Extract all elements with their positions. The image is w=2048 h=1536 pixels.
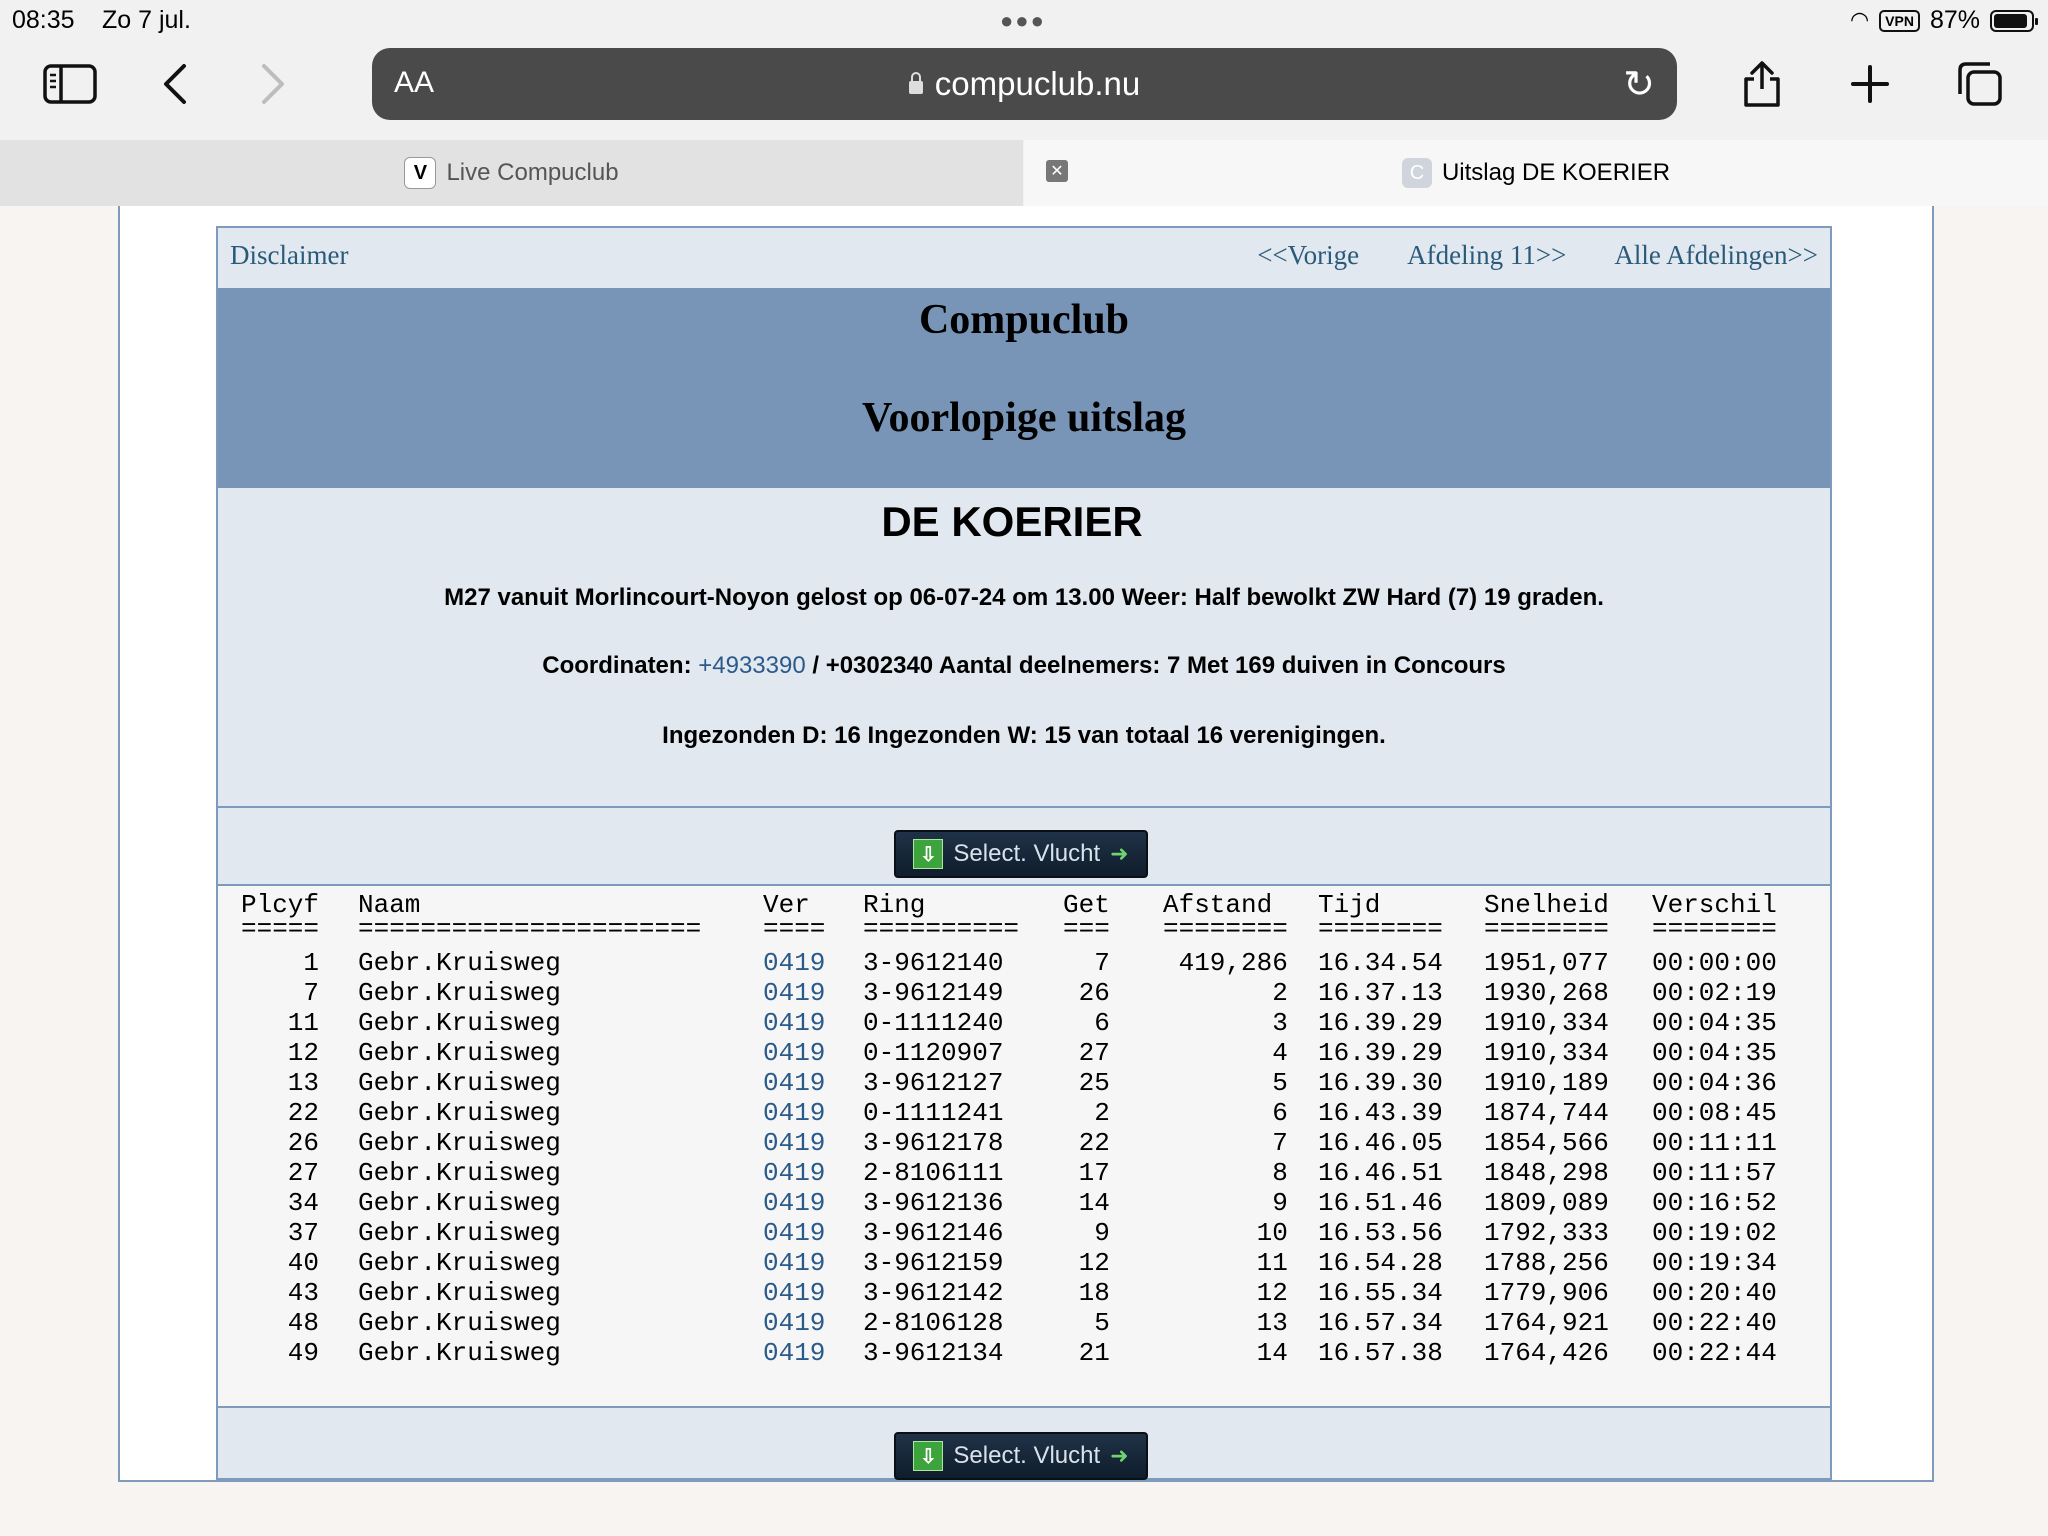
tab-bar bbox=[0, 140, 2048, 207]
cell-plcyf: 34 bbox=[287, 1188, 319, 1218]
url-display[interactable] bbox=[372, 65, 1677, 103]
cell-get: 26 bbox=[1078, 978, 1110, 1008]
header-ver: Ver bbox=[763, 890, 810, 920]
cell-verschil: 00:04:36 bbox=[1651, 1068, 1777, 1098]
cell-naam: Gebr.Kruisweg bbox=[358, 978, 561, 1008]
tab-live-compuclub[interactable] bbox=[0, 140, 1023, 206]
cell-ver[interactable]: 0419 bbox=[763, 1098, 826, 1128]
separator-verschil: ======== bbox=[1652, 914, 1777, 944]
table-row bbox=[218, 948, 1830, 978]
cell-ver[interactable]: 0419 bbox=[763, 1218, 826, 1248]
coordinates-info bbox=[218, 652, 1830, 680]
web-page bbox=[0, 206, 2048, 1536]
coord-rest: / +0302340 Aantal deelnemers: 7 Met 169 duiven in Concours bbox=[805, 652, 1506, 679]
cell-naam: Gebr.Kruisweg bbox=[358, 1128, 561, 1158]
table-row bbox=[218, 1038, 1830, 1068]
cell-ver[interactable]: 0419 bbox=[763, 1068, 826, 1098]
cell-tijd: 16.43.39 bbox=[1317, 1098, 1443, 1128]
cell-ring: 3-9612140 bbox=[863, 948, 1004, 978]
previous-link[interactable]: <<Vorige bbox=[1257, 240, 1360, 270]
club-name: DE KOERIER bbox=[881, 498, 1143, 545]
cell-afstand: 7 bbox=[1272, 1128, 1288, 1158]
table-row bbox=[218, 1308, 1830, 1338]
disclaimer-link[interactable]: Disclaimer bbox=[230, 240, 349, 270]
cell-naam: Gebr.Kruisweg bbox=[358, 1068, 561, 1098]
cell-get: 14 bbox=[1078, 1188, 1110, 1218]
cell-verschil: 00:04:35 bbox=[1651, 1038, 1777, 1068]
arrow-right-icon: ➜ bbox=[1110, 841, 1129, 866]
cell-ver[interactable]: 0419 bbox=[763, 1008, 826, 1038]
table-separator bbox=[218, 914, 1830, 944]
cell-snelheid: 1848,298 bbox=[1483, 1158, 1609, 1188]
table-row bbox=[218, 1008, 1830, 1038]
results-container bbox=[216, 226, 1832, 1480]
separator-afstand: ======== bbox=[1163, 914, 1288, 944]
wifi-icon: ◠ bbox=[1849, 8, 1870, 33]
cell-ver[interactable]: 0419 bbox=[763, 1278, 826, 1308]
cell-snelheid: 1779,906 bbox=[1483, 1278, 1609, 1308]
cell-afstand: 13 bbox=[1256, 1308, 1288, 1338]
cell-tijd: 16.34.54 bbox=[1317, 948, 1443, 978]
cell-plcyf: 43 bbox=[287, 1278, 319, 1308]
all-departments-link[interactable]: Alle Afdelingen>> bbox=[1614, 240, 1818, 270]
cell-plcyf: 22 bbox=[287, 1098, 319, 1128]
separator-get: === bbox=[1063, 914, 1110, 944]
battery-icon bbox=[1990, 10, 2034, 32]
cell-snelheid: 1874,744 bbox=[1483, 1098, 1609, 1128]
separator-ring: ========== bbox=[863, 914, 1020, 944]
cell-tijd: 16.46.51 bbox=[1317, 1158, 1443, 1188]
cell-verschil: 00:19:02 bbox=[1651, 1218, 1777, 1248]
header-naam: Naam bbox=[358, 890, 421, 920]
cell-afstand: 11 bbox=[1256, 1248, 1288, 1278]
cell-ring: 3-9612146 bbox=[863, 1218, 1004, 1248]
cell-ring: 0-1120907 bbox=[863, 1038, 1004, 1068]
cell-tijd: 16.51.46 bbox=[1317, 1188, 1443, 1218]
cell-verschil: 00:22:40 bbox=[1651, 1308, 1777, 1338]
header-tijd: Tijd bbox=[1318, 890, 1381, 920]
page-subtitle: Voorlopige uitslag bbox=[862, 395, 1186, 441]
cell-ver[interactable]: 0419 bbox=[763, 978, 826, 1008]
cell-verschil: 00:11:11 bbox=[1651, 1128, 1777, 1158]
cell-get: 27 bbox=[1078, 1038, 1110, 1068]
cell-ver[interactable]: 0419 bbox=[763, 1038, 826, 1068]
cell-naam: Gebr.Kruisweg bbox=[358, 1308, 561, 1338]
reader-options-button[interactable]: AA bbox=[394, 66, 435, 99]
cell-afstand: 10 bbox=[1256, 1218, 1288, 1248]
separator-ver: ==== bbox=[763, 914, 826, 944]
back-icon[interactable] bbox=[145, 54, 205, 114]
table-row bbox=[218, 1158, 1830, 1188]
arrow-right-icon: ➜ bbox=[1110, 1443, 1129, 1468]
cell-get: 6 bbox=[1094, 1008, 1110, 1038]
cell-verschil: 00:02:19 bbox=[1651, 978, 1777, 1008]
header-ring: Ring bbox=[863, 890, 926, 920]
cell-ring: 0-1111241 bbox=[863, 1098, 1004, 1128]
url-text: compuclub.nu bbox=[934, 65, 1141, 102]
address-bar[interactable] bbox=[372, 48, 1677, 120]
separator-snelheid: ======== bbox=[1484, 914, 1609, 944]
cell-naam: Gebr.Kruisweg bbox=[358, 1248, 561, 1278]
cell-afstand: 6 bbox=[1272, 1098, 1288, 1128]
cell-snelheid: 1854,566 bbox=[1483, 1128, 1609, 1158]
cell-afstand: 12 bbox=[1256, 1278, 1288, 1308]
tab-title: Uitslag DE KOERIER bbox=[1441, 159, 1671, 186]
submission-info: Ingezonden D: 16 Ingezonden W: 15 van totaal 16 verenigingen. bbox=[662, 722, 1386, 749]
reload-icon[interactable]: ↻ bbox=[1623, 62, 1655, 106]
cell-ver[interactable]: 0419 bbox=[763, 1158, 826, 1188]
cell-tijd: 16.57.38 bbox=[1317, 1338, 1443, 1368]
afdeling-link[interactable]: Afdeling 11>> bbox=[1407, 240, 1567, 270]
cell-get: 2 bbox=[1094, 1098, 1110, 1128]
table-row bbox=[218, 1278, 1830, 1308]
cell-verschil: 00:11:57 bbox=[1651, 1158, 1777, 1188]
cell-snelheid: 1930,268 bbox=[1483, 978, 1609, 1008]
cell-naam: Gebr.Kruisweg bbox=[358, 948, 561, 978]
coordinates-link[interactable]: +4933390 bbox=[698, 652, 806, 679]
cell-tijd: 16.54.28 bbox=[1317, 1248, 1443, 1278]
cell-ring: 2-8106111 bbox=[863, 1158, 1004, 1188]
cell-get: 25 bbox=[1078, 1068, 1110, 1098]
cell-ver[interactable]: 0419 bbox=[763, 1338, 826, 1368]
cell-get: 21 bbox=[1078, 1338, 1110, 1368]
cell-ring: 3-9612136 bbox=[863, 1188, 1004, 1218]
cell-plcyf: 11 bbox=[287, 1008, 319, 1038]
cell-tijd: 16.39.29 bbox=[1317, 1008, 1443, 1038]
header-snelheid: Snelheid bbox=[1484, 890, 1609, 920]
cell-naam: Gebr.Kruisweg bbox=[358, 1218, 561, 1248]
sidebar-toggle-icon[interactable] bbox=[40, 54, 100, 114]
tab-uitslag[interactable] bbox=[1024, 140, 2048, 206]
status-date: Zo 7 jul. bbox=[102, 6, 191, 34]
select-flight-button-bottom[interactable] bbox=[894, 1432, 1148, 1480]
cell-snelheid: 1788,256 bbox=[1483, 1248, 1609, 1278]
cell-snelheid: 1764,921 bbox=[1483, 1308, 1609, 1338]
download-icon: ⇩ bbox=[913, 1441, 943, 1471]
cell-naam: Gebr.Kruisweg bbox=[358, 1158, 561, 1188]
cell-naam: Gebr.Kruisweg bbox=[358, 1038, 561, 1068]
cell-verschil: 00:00:00 bbox=[1651, 948, 1777, 978]
battery-percent: 87% bbox=[1929, 6, 1980, 34]
cell-verschil: 00:22:44 bbox=[1651, 1338, 1777, 1368]
browser-toolbar bbox=[0, 40, 2048, 140]
nav-links bbox=[1257, 240, 1818, 271]
multitask-dots-icon[interactable]: ●●● bbox=[1000, 8, 1046, 33]
cell-ring: 3-9612159 bbox=[863, 1248, 1004, 1278]
cell-afstand: 8 bbox=[1272, 1158, 1288, 1188]
cell-tijd: 16.39.30 bbox=[1317, 1068, 1443, 1098]
cell-snelheid: 1910,189 bbox=[1483, 1068, 1609, 1098]
cell-plcyf: 7 bbox=[303, 978, 319, 1008]
cell-tijd: 16.55.34 bbox=[1317, 1278, 1443, 1308]
cell-plcyf: 12 bbox=[287, 1038, 319, 1068]
favicon-icon: C bbox=[1402, 158, 1432, 188]
table-row bbox=[218, 1218, 1830, 1248]
new-tab-icon[interactable] bbox=[1840, 54, 1900, 114]
table-row bbox=[218, 1098, 1830, 1128]
separator-naam: ====================== bbox=[358, 914, 702, 944]
table-row bbox=[218, 1128, 1830, 1158]
cell-verschil: 00:08:45 bbox=[1651, 1098, 1777, 1128]
select-flight-label: Select. Vlucht bbox=[953, 840, 1101, 867]
cell-verschil: 00:19:34 bbox=[1651, 1248, 1777, 1278]
lock-icon bbox=[909, 81, 923, 94]
cell-get: 17 bbox=[1078, 1158, 1110, 1188]
cell-get: 5 bbox=[1094, 1308, 1110, 1338]
cell-afstand: 9 bbox=[1272, 1188, 1288, 1218]
cell-afstand: 4 bbox=[1272, 1038, 1288, 1068]
cell-ring: 0-1111240 bbox=[863, 1008, 1004, 1038]
cell-plcyf: 49 bbox=[287, 1338, 319, 1368]
cell-verschil: 00:04:35 bbox=[1651, 1008, 1777, 1038]
cell-ver[interactable]: 0419 bbox=[763, 1248, 826, 1278]
cell-get: 9 bbox=[1094, 1218, 1110, 1248]
cell-ver[interactable]: 0419 bbox=[763, 1188, 826, 1218]
cell-ver[interactable]: 0419 bbox=[763, 1128, 826, 1158]
cell-afstand: 3 bbox=[1272, 1008, 1288, 1038]
select-flight-label: Select. Vlucht bbox=[953, 1442, 1101, 1469]
select-flight-button[interactable] bbox=[894, 830, 1148, 878]
status-time: 08:35 bbox=[12, 6, 75, 34]
separator-tijd: ======== bbox=[1318, 914, 1443, 944]
table-row bbox=[218, 1338, 1830, 1368]
cell-ver[interactable]: 0419 bbox=[763, 948, 826, 978]
results-table bbox=[218, 884, 1830, 1408]
table-row bbox=[218, 1188, 1830, 1218]
cell-naam: Gebr.Kruisweg bbox=[358, 1338, 561, 1368]
cell-tijd: 16.57.34 bbox=[1317, 1308, 1443, 1338]
navigation-row bbox=[218, 228, 1830, 288]
header-plcyf: Plcyf bbox=[241, 890, 320, 920]
cell-snelheid: 1951,077 bbox=[1483, 948, 1609, 978]
cell-verschil: 00:20:40 bbox=[1651, 1278, 1777, 1308]
cell-plcyf: 13 bbox=[287, 1068, 319, 1098]
separator-plcyf: ===== bbox=[241, 914, 320, 944]
cell-snelheid: 1910,334 bbox=[1483, 1008, 1609, 1038]
header-verschil: Verschil bbox=[1652, 890, 1777, 920]
vpn-badge: VPN bbox=[1879, 10, 1920, 32]
tabs-overview-icon[interactable] bbox=[1950, 54, 2010, 114]
cell-snelheid: 1809,089 bbox=[1483, 1188, 1609, 1218]
cell-snelheid: 1910,334 bbox=[1483, 1038, 1609, 1068]
cell-ver[interactable]: 0419 bbox=[763, 1308, 826, 1338]
close-tab-icon[interactable]: ✕ bbox=[1046, 160, 1068, 182]
table-row bbox=[218, 1068, 1830, 1098]
cell-naam: Gebr.Kruisweg bbox=[358, 1098, 561, 1128]
cell-snelheid: 1792,333 bbox=[1483, 1218, 1609, 1248]
header-get: Get bbox=[1063, 890, 1110, 920]
cell-get: 7 bbox=[1094, 948, 1110, 978]
status-right bbox=[1850, 6, 2034, 35]
header-afstand: Afstand bbox=[1163, 890, 1273, 920]
cell-plcyf: 26 bbox=[287, 1128, 319, 1158]
club-title: Compuclub bbox=[918, 297, 1130, 343]
favicon-icon: V bbox=[404, 157, 436, 189]
cell-plcyf: 40 bbox=[287, 1248, 319, 1278]
cell-tijd: 16.39.29 bbox=[1317, 1038, 1443, 1068]
share-icon[interactable] bbox=[1732, 54, 1792, 114]
cell-plcyf: 48 bbox=[287, 1308, 319, 1338]
cell-plcyf: 37 bbox=[287, 1218, 319, 1248]
cell-ring: 3-9612127 bbox=[863, 1068, 1004, 1098]
release-info: M27 vanuit Morlincourt-Noyon gelost op 06-07-24 om 13.00 Weer: Half bewolkt ZW Hard (7) 19 graden. bbox=[444, 584, 1604, 611]
cell-plcyf: 27 bbox=[287, 1158, 319, 1188]
cell-get: 22 bbox=[1078, 1128, 1110, 1158]
cell-naam: Gebr.Kruisweg bbox=[358, 1278, 561, 1308]
status-bar bbox=[0, 0, 2048, 40]
forward-icon[interactable] bbox=[243, 54, 303, 114]
cell-get: 12 bbox=[1078, 1248, 1110, 1278]
cell-tijd: 16.53.56 bbox=[1317, 1218, 1443, 1248]
cell-plcyf: 1 bbox=[303, 948, 319, 978]
header-banner bbox=[218, 288, 1830, 488]
cell-tijd: 16.46.05 bbox=[1317, 1128, 1443, 1158]
coord-label: Coordinaten: bbox=[542, 652, 699, 679]
cell-ring: 3-9612134 bbox=[863, 1338, 1004, 1368]
table-row bbox=[218, 978, 1830, 1008]
cell-afstand: 419,286 bbox=[1178, 948, 1288, 978]
tab-title: Live Compuclub bbox=[446, 159, 619, 186]
table-row bbox=[218, 1248, 1830, 1278]
cell-ring: 3-9612149 bbox=[863, 978, 1004, 1008]
cell-afstand: 2 bbox=[1272, 978, 1288, 1008]
cell-afstand: 14 bbox=[1256, 1338, 1288, 1368]
cell-get: 18 bbox=[1078, 1278, 1110, 1308]
cell-naam: Gebr.Kruisweg bbox=[358, 1008, 561, 1038]
cell-afstand: 5 bbox=[1272, 1068, 1288, 1098]
cell-tijd: 16.37.13 bbox=[1317, 978, 1443, 1008]
cell-ring: 3-9612178 bbox=[863, 1128, 1004, 1158]
download-icon: ⇩ bbox=[913, 839, 943, 869]
cell-naam: Gebr.Kruisweg bbox=[358, 1188, 561, 1218]
race-info bbox=[218, 488, 1830, 808]
cell-ring: 3-9612142 bbox=[863, 1278, 1004, 1308]
cell-snelheid: 1764,426 bbox=[1483, 1338, 1609, 1368]
cell-ring: 2-8106128 bbox=[863, 1308, 1004, 1338]
cell-verschil: 00:16:52 bbox=[1651, 1188, 1777, 1218]
